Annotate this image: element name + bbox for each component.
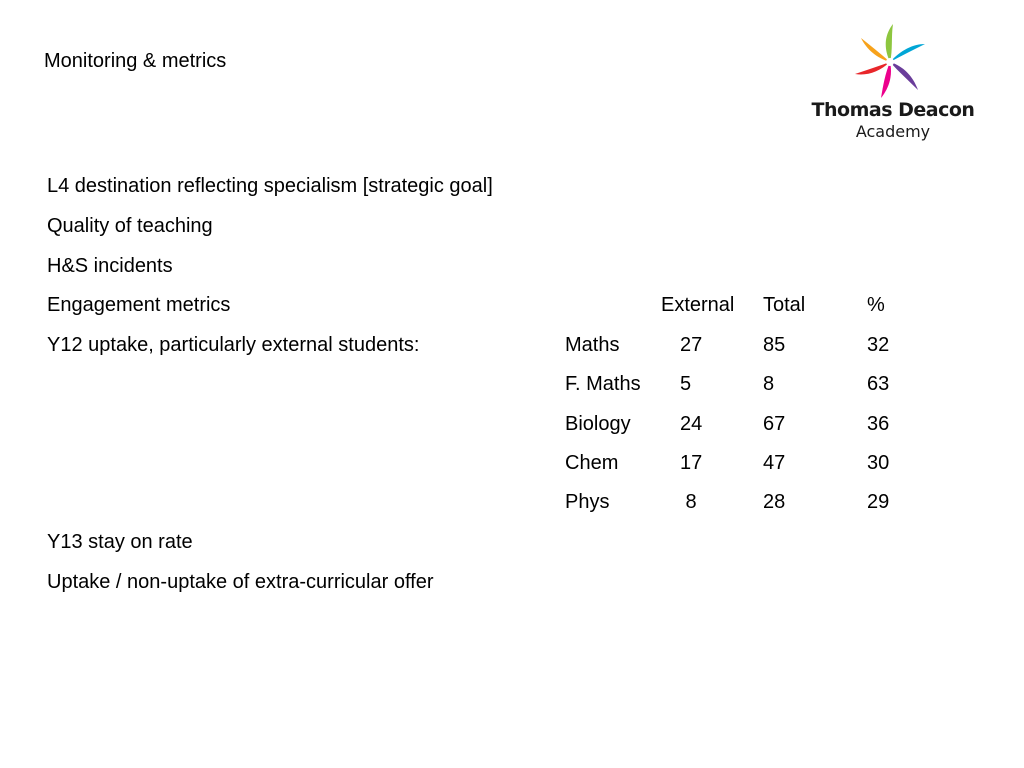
table-row-total: 8 — [763, 373, 775, 395]
table-row-external: 17 — [680, 452, 703, 474]
table-row-subject: Biology — [565, 413, 631, 435]
table-row-external: 27 — [680, 334, 703, 356]
table-row-external: 24 — [680, 413, 703, 435]
header-external: External — [661, 294, 735, 316]
item-y12-uptake: Y12 uptake, particularly external students: — [47, 334, 420, 356]
header-percent: % — [867, 294, 885, 316]
item-quality-teaching: Quality of teaching — [47, 215, 213, 237]
logo-name: Thomas Deacon — [811, 99, 975, 121]
item-engagement: Engagement metrics — [47, 294, 231, 316]
item-l4-destination: L4 destination reflecting specialism [strategic goal] — [47, 175, 493, 197]
logo-subtitle: Academy — [855, 122, 931, 141]
table-row-percent: 29 — [867, 491, 890, 513]
table-row-percent: 63 — [867, 373, 890, 395]
table-row-total: 28 — [763, 491, 786, 513]
table-row-external: 8 — [680, 491, 697, 513]
academy-logo — [808, 22, 978, 147]
table-row-percent: 30 — [867, 452, 890, 474]
star-logo-icon — [853, 22, 928, 100]
slide-title: Monitoring & metrics — [44, 50, 227, 72]
table-row-subject: F. Maths — [565, 373, 641, 395]
table-row-subject: Phys — [565, 491, 610, 513]
header-total: Total — [763, 294, 806, 316]
table-row-external: 5 — [680, 373, 692, 395]
item-y13-stay: Y13 stay on rate — [47, 531, 193, 553]
item-hs-incidents: H&S incidents — [47, 255, 173, 277]
table-row-total: 47 — [763, 452, 786, 474]
item-extra-curricular: Uptake / non-uptake of extra-curricular offer — [47, 571, 434, 593]
table-row-total: 85 — [763, 334, 786, 356]
table-row-subject: Maths — [565, 334, 620, 356]
table-row-percent: 32 — [867, 334, 890, 356]
table-row-percent: 36 — [867, 413, 890, 435]
table-row-subject: Chem — [565, 452, 619, 474]
table-row-total: 67 — [763, 413, 786, 435]
